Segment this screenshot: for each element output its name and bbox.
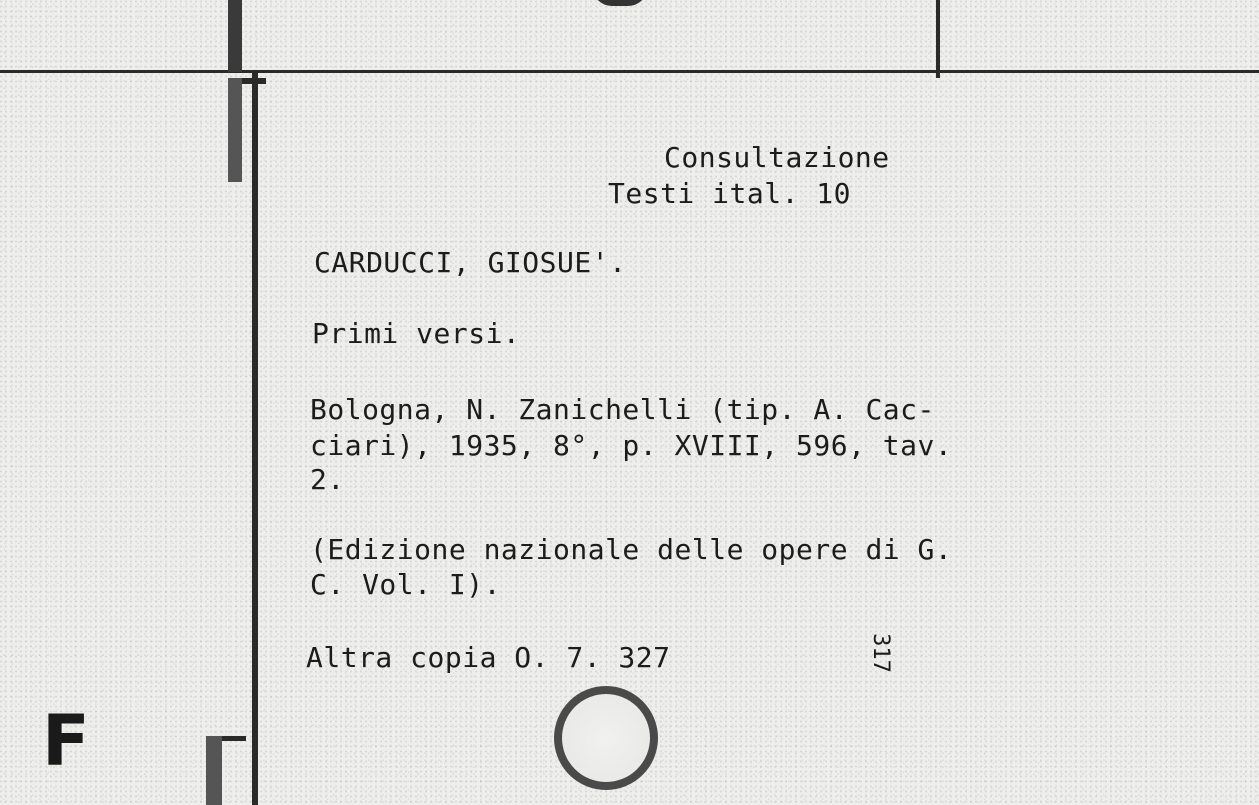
imprint-line-2: ciari), 1935, 8°, p. XVIII, 596, tav. xyxy=(310,429,953,462)
work-title: Primi versi. xyxy=(312,317,521,350)
imprint-line-1: Bologna, N. Zanichelli (tip. A. Cac- xyxy=(310,393,935,426)
top-edge-line xyxy=(0,70,1259,73)
shelf-mark: Testi ital. 10 xyxy=(608,177,852,210)
author-heading: CARDUCCI, GIOSUE'. xyxy=(314,246,627,279)
top-hole-arc xyxy=(592,0,648,6)
series-line-1: (Edizione nazionale delle opere di G. xyxy=(310,533,953,566)
other-copy-note: Altra copia O. 7. 327 xyxy=(306,641,671,674)
punch-hole xyxy=(554,686,658,790)
imprint-line-3: 2. xyxy=(310,463,345,496)
section-label: Consultazione xyxy=(664,141,890,174)
left-margin-line xyxy=(252,72,258,805)
left-bracket-shade xyxy=(228,78,242,182)
series-line-2: C. Vol. I). xyxy=(310,568,501,601)
left-margin-line-upper xyxy=(228,0,242,72)
stamp-letter: F xyxy=(42,700,90,782)
bottom-left-bracket-shade xyxy=(206,736,222,805)
margin-number: 317 xyxy=(867,633,893,673)
right-top-line xyxy=(936,0,940,78)
